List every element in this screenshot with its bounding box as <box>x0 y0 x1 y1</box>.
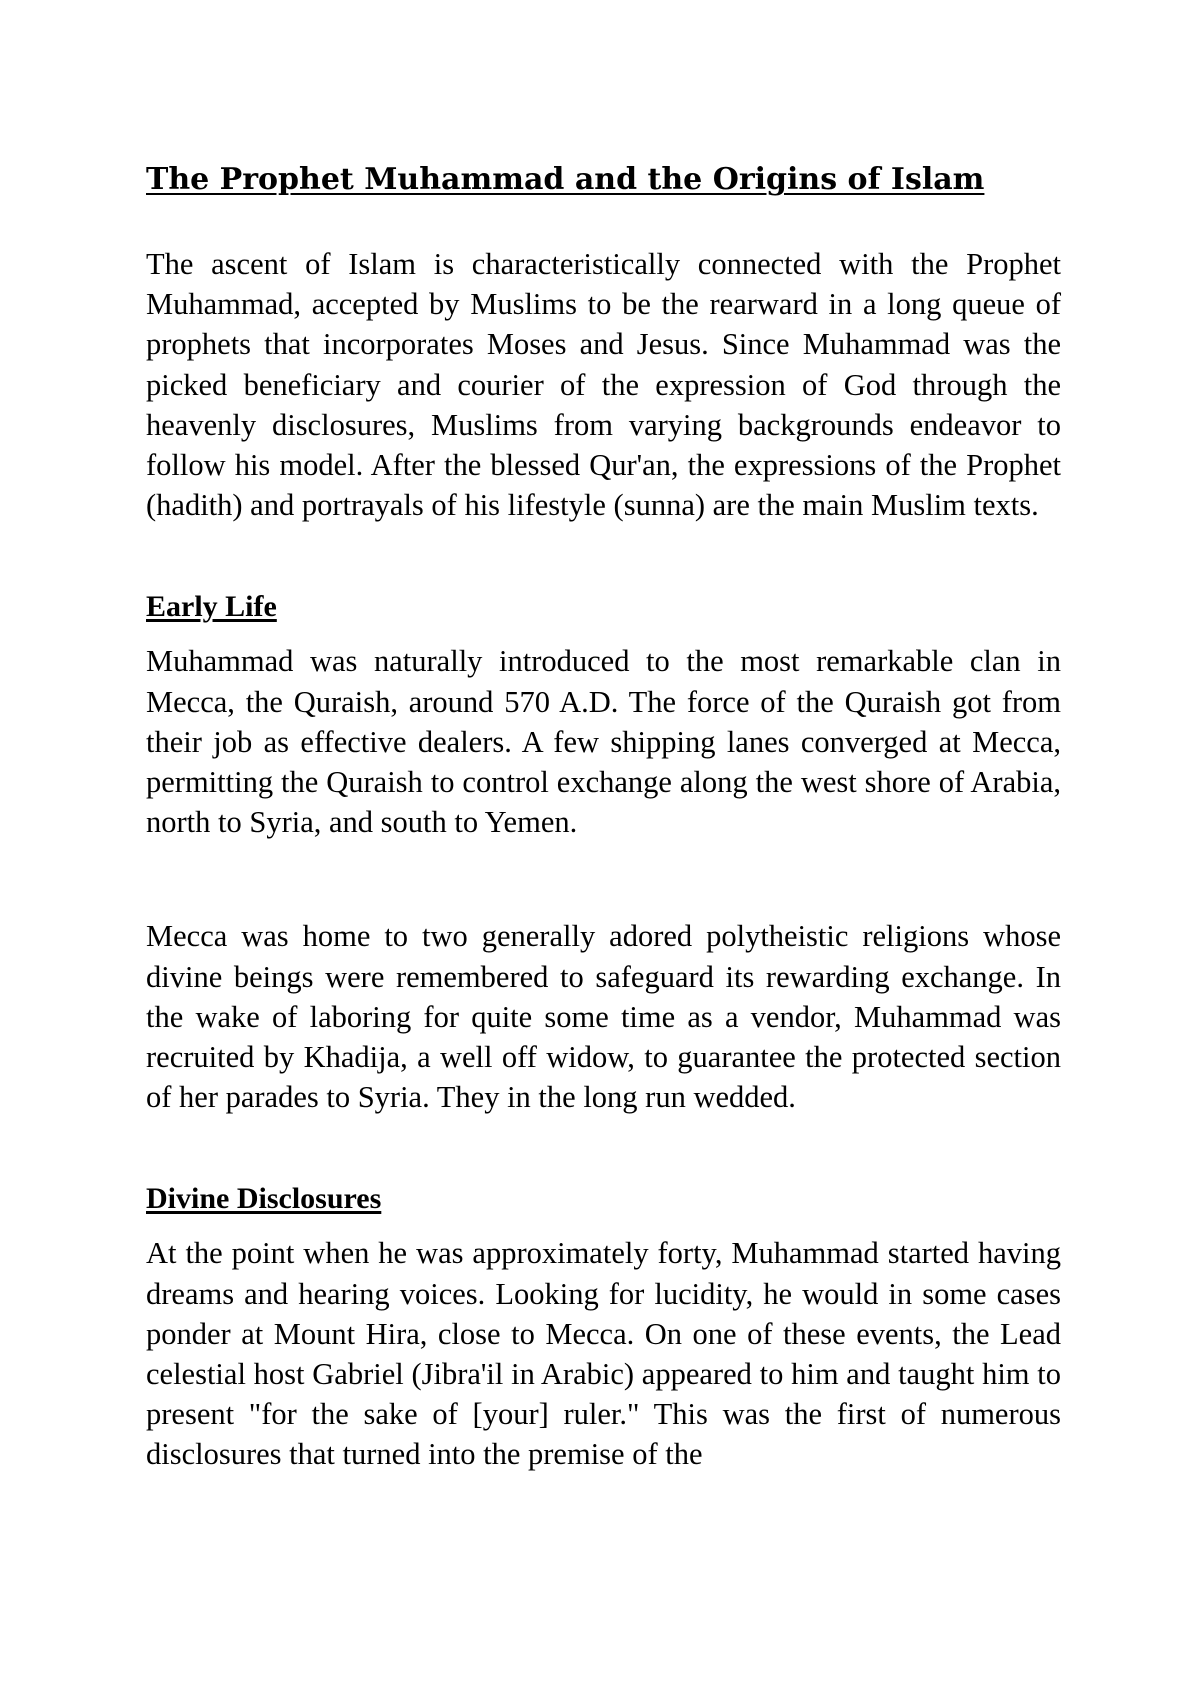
divine-disclosures-paragraph-1: At the point when he was approximately forty, Muhammad started having dreams and hearing voices. Looking for lucidity, he would in some cases ponder at Mount Hira, close to Mecca. On one of these events, the Lead celestial host Gabriel (Jibra'il in Arabic) appeared to him and taught him to present "for the sake of [your] ruler." This was the first of numerous disclosures that turned into the premise of the <box>146 1236 1061 1472</box>
section-heading-divine-disclosures: Divine Disclosures <box>146 1182 382 1216</box>
document-title: The Prophet Muhammad and the Origins of Islam <box>146 162 985 197</box>
intro-paragraph: The ascent of Islam is characteristically connected with the Prophet Muhammad, accepted by Muslims to be the rearward in a long queue of prophets that incorporates Moses and Jesus. Since Muhammad was the picked beneficiary and courier of the expression of God through the heavenly disclosures, Muslims from varying backgrounds endeavor to follow his model. After the blessed Qur'an, the expressions of the Prophet (hadith) and portrayals of his lifestyle (sunna) are the main Muslim texts. <box>146 247 1061 523</box>
early-life-paragraph-1: Muhammad was naturally introduced to the most remarkable clan in Mecca, the Quraish, around 570 A.D. The force of the Quraish got from their job as effective dealers. A few shipping lanes converged at Mecca, permitting the Quraish to control exchange along the west shore of Arabia, north to Syria, and south to Yemen. <box>146 644 1061 840</box>
early-life-paragraph-2: Mecca was home to two generally adored polytheistic religions whose divine beings were remembered to safeguard its rewarding exchange. In the wake of laboring for quite some time as a vendor, Muhammad was recruited by Khadija, a well off widow, to guarantee the protected section of her parades to Syria. They in the long run wedded. <box>146 919 1061 1115</box>
section-heading-early-life: Early Life <box>146 590 277 624</box>
document-page <box>146 160 1061 1475</box>
